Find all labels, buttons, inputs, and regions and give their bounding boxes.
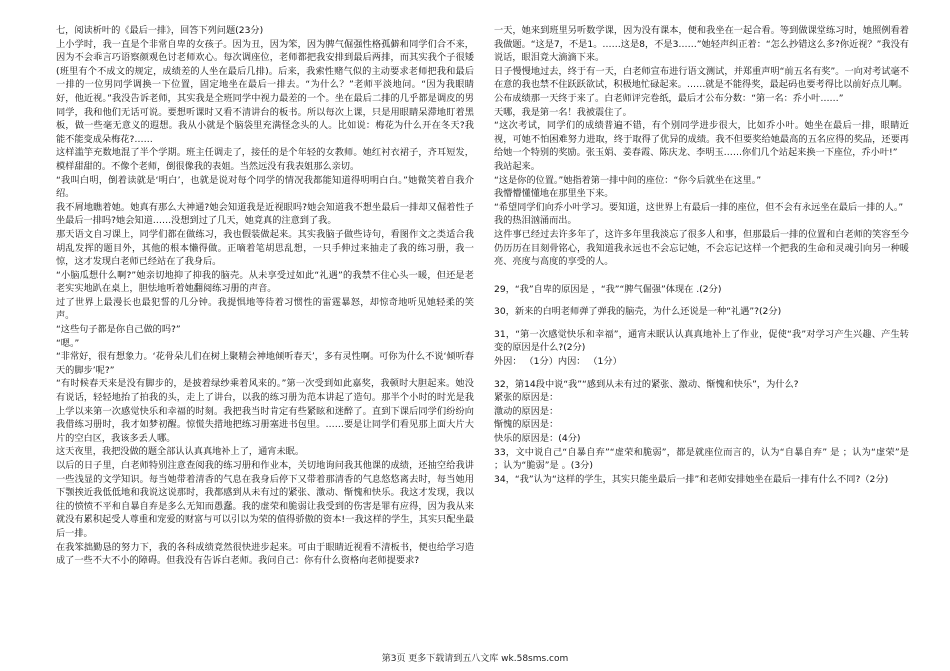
passage-paragraph: 那天语文自习课上，同学们都在做练习，我也假装做起来。其实我脑子做些诗句，看图作文之类适合我胡乱发挥的题目外，其他的根本懒得做。正嘀着笔胡思乱想，一只手伸过来抽走了我的练习册，我一惊，这才发现白老师已经站在了我身后。 xyxy=(56,228,474,268)
passage-paragraph: 我不屑地瞧着她。她真有那么大神通?她会知道我是近视眼吗?她会知道我不想坐最后一排却又倔着性子坐最后一排吗?她会知道……没想到过了几天，她竟真的注意到了我。 xyxy=(56,201,474,227)
passage-paragraph: “有时候春天来是没有脚步的，是披着绿纱乘着风来的。”第一次受到如此嘉奖，我顿时大胆起来。她没有说话，轻轻地抬了拍我的头，走上了讲台，以我的练习册为范本讲起了造句。那半个小时的时光是我上学以来第一次感觉快乐和幸福的时刻。我把我当时肯定有些紧眩和迷醉了。直到下课后同学们纷纷向我借练习册时，我才如梦初醒。惊慌失措地把练习册塞进书包里。……要是让同学们看见那上面大片大片的空白区，我该多丢人哪。 xyxy=(56,378,474,444)
passage-paragraph: 公布成绩那一天终于来了。白老师评完卷纸，最后才公布分数：“第一名：乔小叶……” xyxy=(494,92,844,104)
passage-paragraph: “希望同学们向乔小叶学习。要知道，这世界上有最后一排的座位，但不会有永远坐在最后一排的人。” xyxy=(494,201,904,213)
passage-paragraph: 一天，她来到班里另听数学课，因为没有课本，便和我坐在一起合看。等到做课堂练习时，她照例看着我做题。“这是7，不是1。……这是8，不是3……”她轻声纠正着：“怎么抄错这么多?你近视？”我没有说话，眼泪竟大滴滴下来。 xyxy=(494,25,909,64)
question-29: 29，“我”自卑的原因是 ，“我”“脾气倔强”体现在 .(2分) xyxy=(494,283,722,295)
passage-paragraph: “嗯。” xyxy=(56,337,80,349)
page-footer: 第3页 更多下载请到五八文库 wk.58sms.com xyxy=(381,654,569,664)
question-32-answer-line: 惭愧的原因是： xyxy=(494,419,559,431)
passage-paragraph: “我叫白明，倒着读就是‘明白’，也就是说对每个同学的情况我都能知道得明明白白。”她微笑着自我介绍。 xyxy=(56,174,474,200)
passage-paragraph: “这次考试，同学们的成绩普遍不错，有个别同学进步很大，比如乔小叶。她坐在最后一排，眼睛近视，可她不怕困难努力进取，终于取得了优异的成绩。我不但要奖给她最高的五名应得的奖品，还要再给她一个特别的奖励。张玉娟、姜春霞、陈庆龙、李明玉……你们几个站起来换一下座位，乔小叶!” xyxy=(494,120,909,159)
passage-paragraph: “非常好，很有想象力。‘花骨朵儿们在树上聚精会神地倾听春天’，多有灵性啊。可你为什么不说‘倾听春天的脚步’呢?” xyxy=(56,351,474,376)
left-column xyxy=(56,24,474,568)
question-31: 31，“第一次感觉快乐和幸福”，通宵未眠认认真真地补上了作业，促使“我”对学习产生兴趣、产生转变的原因是什么?(2分) xyxy=(494,328,909,354)
question-32: 32，第14段中说“我”“感到从未有过的紧张、激动、惭愧和快乐”，为什么? xyxy=(494,378,799,390)
question-34: 34，“我”认为“这样的学生，其实只能坐最后一排”和老师安排她坐在最后一排有什么不同?（2分) xyxy=(494,473,889,485)
passage-paragraph: 上小学时，我一直是个非常自卑的女孩子。因为丑，因为笨，因为脾气倔强性格孤僻和同学们合不来，因为不会乖言巧语察颜观色讨老师欢心。每次调座位，老师都把我安排到最后两排，而其实我个子很矮(班里有个不成文的规定，成绩差的人坐在最后几排)。后来，我索性赌气似的主动要求老师把我和最后一排的一位男同学调换一下位置，固定地坐在最后一排去。“为什么？”老师平淡地问。“因为我眼睛好，他近视。”我没告诉老师，其实我是全班同学中视力最差的一个。坐在最后二排的几乎都是调皮的男同学，我和他们无话可说。要想听课时又看不清讲台的板书。所以每次上课，只是用眼睛呆滞地盯着黑板，做一些毫无意义的遐想。我从小就是个脑袋里充满怪念头的人。比如说：梅花为什么开在冬天?我能不能变成朵梅花?…… xyxy=(56,38,474,145)
passage-paragraph: “这些句子都是你自己做的吗?” xyxy=(56,324,181,336)
passage-paragraph: “这是你的位置。”她指着第一排中间的座位：“你今后就坐在这里。” xyxy=(494,174,762,186)
question-33: 33，文中说自己“自暴自弃”“虚荣和脆弱”，都是就座位而言的，认为“自暴自弃” 是 ；认为“虚荣”是 ；认为“脆弱”是 。(3分) xyxy=(494,446,909,472)
question-30: 30，新来的白明老师弹了弹我的脑壳，为什么还说是一种“礼遇”?(2分) xyxy=(494,306,782,318)
passage-paragraph: 我站起来。 xyxy=(494,160,540,172)
passage-paragraph: 过了世界上最漫长也最犯誓的几分钟。我提惧地等待着习惯性的雷霆暴怒，却惊奇地听见她轻柔的笑声。 xyxy=(56,296,474,322)
passage-paragraph: 在我笨拙勤恳的努力下，我的各科成绩竟然很快进步起来。可由于眼睛近视看不清板书，便也给学习造成了一些不大不小的障碍。但我没有告诉白老师。我问自己：你有什么资格向老师提要求? xyxy=(56,541,474,567)
passage-paragraph: 我的热泪汹涌而出。 xyxy=(494,215,577,227)
question-31-answer-line: 外因： （1分）内因： （1分） xyxy=(494,356,622,368)
section-heading: 七，阅读析叶的《最后一排》，回答下列问题(23分) xyxy=(56,25,264,36)
question-32-answer-line: 紧张的原因是： xyxy=(494,392,559,404)
question-list xyxy=(494,283,909,487)
right-column xyxy=(494,24,909,486)
passage-paragraph: 以后的日子里，白老师特别注意查阅我的练习册和作业本，关切地询问我其他课的成绩，还抽空给我讲一些浅显的文学知识。每当她带着清香的气息在我身后停下又带着那清香的气息悠悠离去时，每当她用下颚挨近我低低地和我说这说那时，我都感到从未有过的紧张、激动、惭愧和快乐。我这才发现，我以往的愤愤不平和自暴自弃是多么无知而愚蠢。我的虚荣和脆弱让我受到的伤害是罪有应得，因为我从来就没有累积起受人尊重和宠爱的财富与可以引以为荣的值得骄傲的资本!一我这样的学生，其实只配坐最后一排。 xyxy=(56,460,474,539)
passage-paragraph: 我懵懵懂懂地在那里坐下来。 xyxy=(494,188,614,200)
question-32-answer-line: 激动的原因是： xyxy=(494,405,559,417)
passage-paragraph: 这件事已经过去许多年了，这许多年里我淡忘了很多人和事，但那最后一排的位置和白老师的笑容至今仍历历在目刻骨铭心，我知道我永远也不会忘记她，不会忘记这样一个把我的生命和灵魂引向另一种暖亮、亮度与高度的享受的人。 xyxy=(494,228,909,268)
question-32-answer-line: 快乐的原因是：(4分) xyxy=(494,433,581,445)
passage-paragraph: 这天夜里，我把没做的题全部认认真真地补上了，通宵未眠。 xyxy=(56,446,305,458)
passage-paragraph: 这样滥竽充数地混了半个学期。班主任调走了，接任的是个年轻的女教师。她红衬衣裙子，齐耳短发，模样甜甜的。不像个老师，倒很像我的表姐。当然远没有我表姐那么亲切。 xyxy=(56,147,474,172)
passage-paragraph: 日子慢慢地过去，终于有一天，白老师宣布进行语文测试，并郑重声明“前五名有奖”。一向对考试毫不在意的我也禁不住跃跃欲试，积极地忙碌起来。……就是不能得奖，最起码也要考得比以前好点儿啊。 xyxy=(494,65,909,91)
passage-paragraph: 天哪，我是第一名！我被震住了。 xyxy=(494,106,632,118)
passage-paragraph: “小脑瓜想什么啊?”她亲切地抑了抑我的脑壳。从未享受过如此“礼遇”的我禁不住心头一暖，但还是老老实实地趴在桌上，胆怯地听着她翻阅练习册的声音。 xyxy=(56,269,474,295)
